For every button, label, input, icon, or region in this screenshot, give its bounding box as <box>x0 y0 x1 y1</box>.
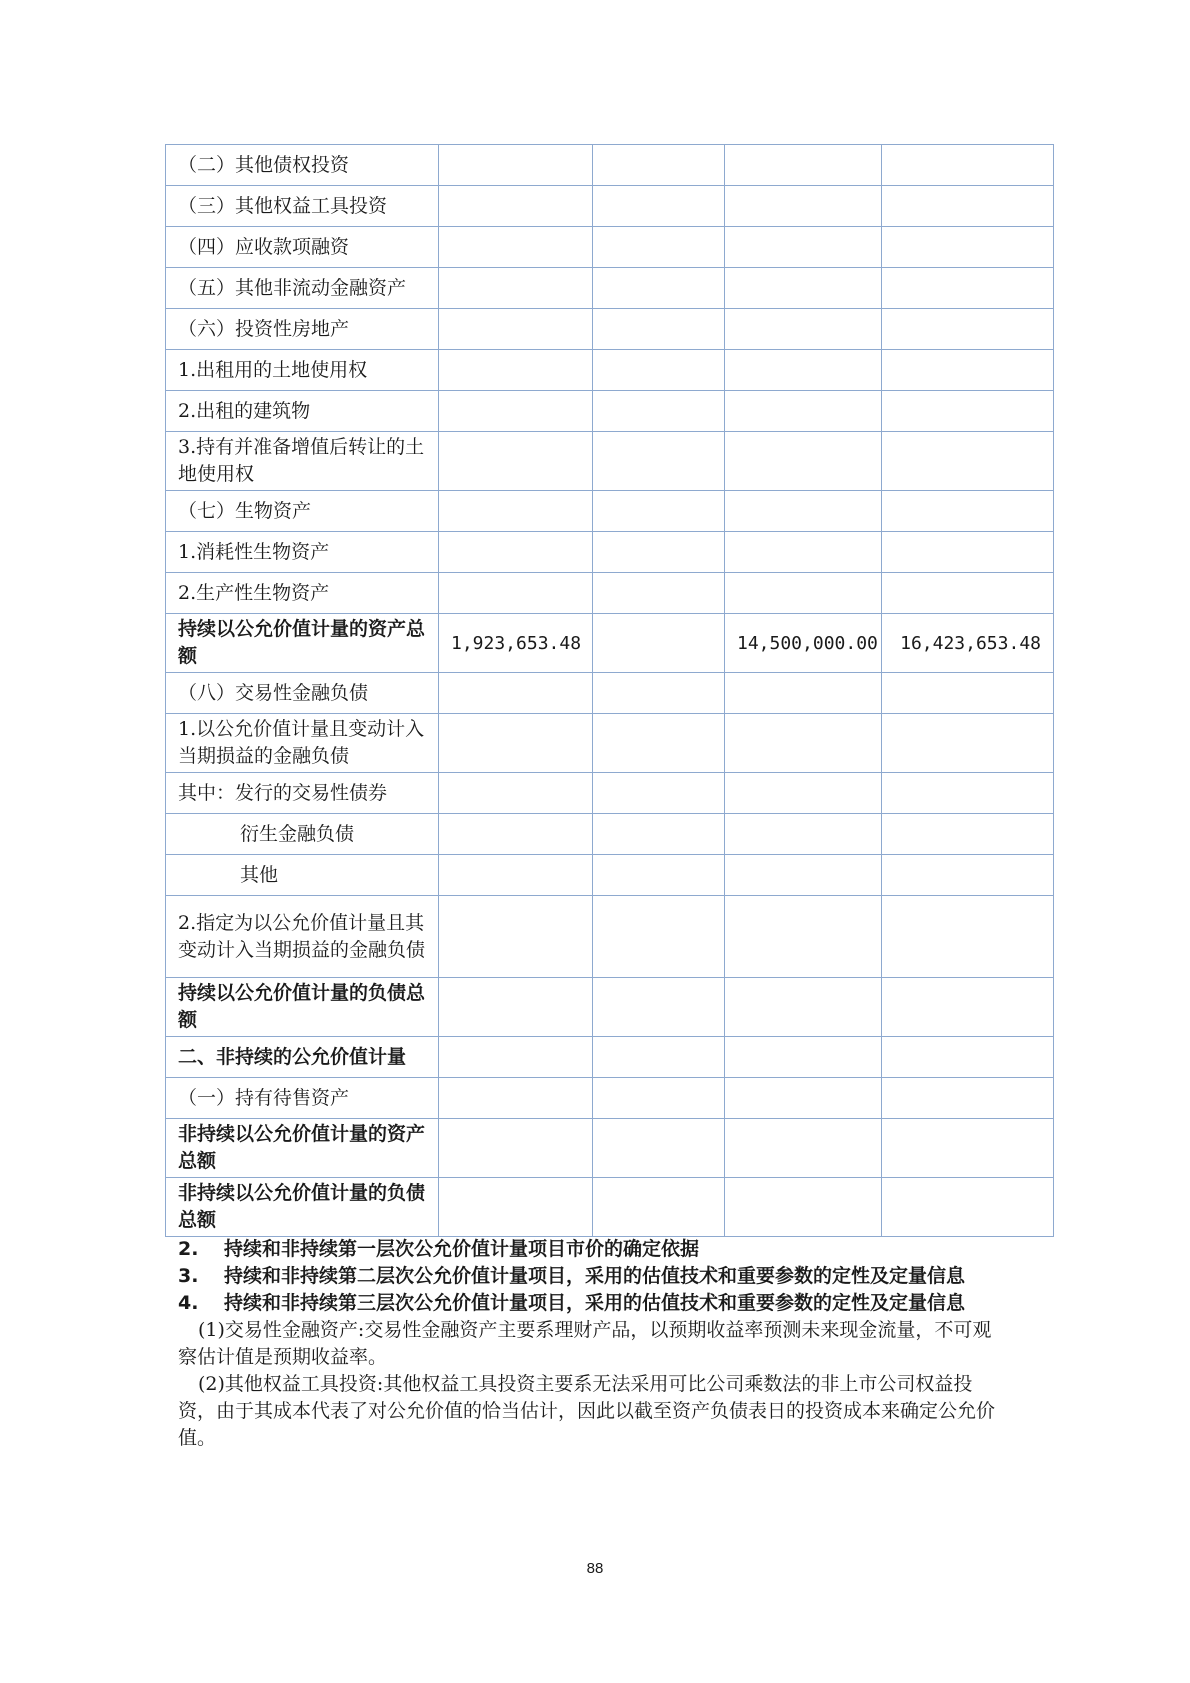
note-heading-3: 3. 持续和非持续第二层次公允价值计量项目，采用的估值技术和重要参数的定性及定量信息 <box>178 1265 966 1287</box>
value-cell <box>882 227 1054 268</box>
value-cell <box>593 186 725 227</box>
value-cell <box>882 978 1054 1037</box>
row-label: （三）其他权益工具投资 <box>166 186 439 227</box>
value-cell <box>439 432 593 491</box>
value-cell: 16,423,653.48 <box>882 614 1054 673</box>
table-row <box>166 614 1054 673</box>
value-cell <box>593 614 725 673</box>
row-label: 1.以公允价值计量且变动计入当期损益的金融负债 <box>166 714 439 773</box>
table-row <box>166 773 1054 814</box>
value-cell <box>439 309 593 350</box>
value-cell <box>593 714 725 773</box>
value-cell <box>439 350 593 391</box>
value-cell <box>882 532 1054 573</box>
value-cell <box>725 896 882 978</box>
table-row <box>166 1119 1054 1178</box>
value-cell <box>439 814 593 855</box>
value-cell <box>593 1037 725 1078</box>
value-cell <box>725 673 882 714</box>
row-label: 衍生金融负债 <box>166 814 439 855</box>
value-cell <box>882 268 1054 309</box>
table-row <box>166 1078 1054 1119</box>
row-label: （六）投资性房地产 <box>166 309 439 350</box>
page-number: 88 <box>586 1560 604 1577</box>
value-cell <box>439 978 593 1037</box>
value-cell <box>882 309 1054 350</box>
table-row <box>166 350 1054 391</box>
value-cell <box>725 309 882 350</box>
value-cell <box>593 1178 725 1237</box>
value-cell <box>882 145 1054 186</box>
value-cell <box>725 145 882 186</box>
value-cell <box>439 714 593 773</box>
value-cell <box>725 186 882 227</box>
value-cell: 14,500,000.00 <box>725 614 882 673</box>
value-cell <box>725 391 882 432</box>
row-label: 持续以公允价值计量的资产总额 <box>166 614 439 673</box>
value-cell <box>593 1078 725 1119</box>
table-row <box>166 714 1054 773</box>
value-cell <box>593 978 725 1037</box>
value-cell <box>439 227 593 268</box>
table-row <box>166 978 1054 1037</box>
table-row <box>166 491 1054 532</box>
value-cell <box>725 773 882 814</box>
value-cell <box>593 814 725 855</box>
row-label: 2.指定为以公允价值计量且其变动计入当期损益的金融负债 <box>166 896 439 978</box>
value-cell <box>593 227 725 268</box>
value-cell <box>439 1078 593 1119</box>
value-cell <box>725 227 882 268</box>
value-cell <box>593 309 725 350</box>
value-cell <box>882 573 1054 614</box>
value-cell <box>725 573 882 614</box>
row-label: 其他 <box>166 855 439 896</box>
row-label: 3.持有并准备增值后转让的土地使用权 <box>166 432 439 491</box>
row-label: 二、非持续的公允价值计量 <box>166 1037 439 1078</box>
table-row <box>166 855 1054 896</box>
note-paragraph-1: (1)交易性金融资产:交易性金融资产主要系理财产品，以预期收益率预测未来现金流量，不可观察估计值是预期收益率。 <box>178 1319 992 1368</box>
value-cell <box>593 855 725 896</box>
value-cell <box>593 773 725 814</box>
value-cell <box>725 268 882 309</box>
value-cell <box>593 1119 725 1178</box>
value-cell <box>882 714 1054 773</box>
row-label: 非持续以公允价值计量的负债总额 <box>166 1178 439 1237</box>
value-cell <box>725 1178 882 1237</box>
value-cell <box>882 491 1054 532</box>
value-cell <box>882 1037 1054 1078</box>
value-cell <box>593 896 725 978</box>
value-cell <box>882 855 1054 896</box>
value-cell <box>439 268 593 309</box>
value-cell <box>882 773 1054 814</box>
row-label: （四）应收款项融资 <box>166 227 439 268</box>
value-cell <box>725 978 882 1037</box>
value-cell <box>725 1119 882 1178</box>
value-cell <box>439 1119 593 1178</box>
value-cell <box>439 145 593 186</box>
table-row <box>166 1037 1054 1078</box>
value-cell <box>882 1178 1054 1237</box>
value-cell <box>439 896 593 978</box>
value-cell <box>882 350 1054 391</box>
table-row <box>166 896 1054 978</box>
value-cell <box>439 186 593 227</box>
value-cell <box>439 1178 593 1237</box>
value-cell <box>882 814 1054 855</box>
value-cell <box>725 432 882 491</box>
row-label: 非持续以公允价值计量的资产总额 <box>166 1119 439 1178</box>
value-cell <box>882 673 1054 714</box>
value-cell <box>593 391 725 432</box>
value-cell <box>439 491 593 532</box>
value-cell <box>882 432 1054 491</box>
row-label: （二）其他债权投资 <box>166 145 439 186</box>
table-row <box>166 673 1054 714</box>
value-cell <box>439 773 593 814</box>
row-label: 2.生产性生物资产 <box>166 573 439 614</box>
value-cell <box>725 1078 882 1119</box>
note-heading-2: 2. 持续和非持续第一层次公允价值计量项目市价的确定依据 <box>178 1238 700 1260</box>
value-cell <box>882 391 1054 432</box>
row-label: （八）交易性金融负债 <box>166 673 439 714</box>
value-cell <box>882 896 1054 978</box>
table-row <box>166 145 1054 186</box>
table-row <box>166 227 1054 268</box>
row-label: 2.出租的建筑物 <box>166 391 439 432</box>
table-row <box>166 268 1054 309</box>
note-heading-4: 4. 持续和非持续第三层次公允价值计量项目，采用的估值技术和重要参数的定性及定量信息 <box>178 1292 966 1314</box>
value-cell <box>725 714 882 773</box>
row-label: 1.消耗性生物资产 <box>166 532 439 573</box>
value-cell <box>882 1078 1054 1119</box>
row-label: （一）持有待售资产 <box>166 1078 439 1119</box>
value-cell <box>725 350 882 391</box>
value-cell <box>593 491 725 532</box>
value-cell <box>439 1037 593 1078</box>
row-label: 其中：发行的交易性债券 <box>166 773 439 814</box>
fair-value-table <box>165 144 1054 1237</box>
value-cell <box>593 573 725 614</box>
value-cell <box>593 145 725 186</box>
value-cell <box>593 532 725 573</box>
table-row <box>166 532 1054 573</box>
value-cell <box>593 432 725 491</box>
value-cell <box>593 268 725 309</box>
value-cell <box>439 573 593 614</box>
row-label: （七）生物资产 <box>166 491 439 532</box>
value-cell <box>725 855 882 896</box>
table-row <box>166 573 1054 614</box>
value-cell: 1,923,653.48 <box>439 614 593 673</box>
table-row <box>166 814 1054 855</box>
value-cell <box>725 1037 882 1078</box>
note-paragraph-2: (2)其他权益工具投资:其他权益工具投资主要系无法采用可比公司乘数法的非上市公司权益投资，由于其成本代表了对公允价值的恰当估计，因此以截至资产负债表日的投资成本来确定公允价值。 <box>178 1373 996 1449</box>
row-label: （五）其他非流动金融资产 <box>166 268 439 309</box>
value-cell <box>725 814 882 855</box>
value-cell <box>725 491 882 532</box>
value-cell <box>593 673 725 714</box>
value-cell <box>882 186 1054 227</box>
value-cell <box>439 532 593 573</box>
row-label: 1.出租用的土地使用权 <box>166 350 439 391</box>
notes-section <box>178 1236 1008 1452</box>
table-row <box>166 186 1054 227</box>
value-cell <box>439 391 593 432</box>
value-cell <box>882 1119 1054 1178</box>
table-row <box>166 1178 1054 1237</box>
table-row <box>166 432 1054 491</box>
value-cell <box>439 855 593 896</box>
value-cell <box>439 673 593 714</box>
row-label: 持续以公允价值计量的负债总额 <box>166 978 439 1037</box>
value-cell <box>593 350 725 391</box>
table-row <box>166 391 1054 432</box>
value-cell <box>725 532 882 573</box>
table-row <box>166 309 1054 350</box>
